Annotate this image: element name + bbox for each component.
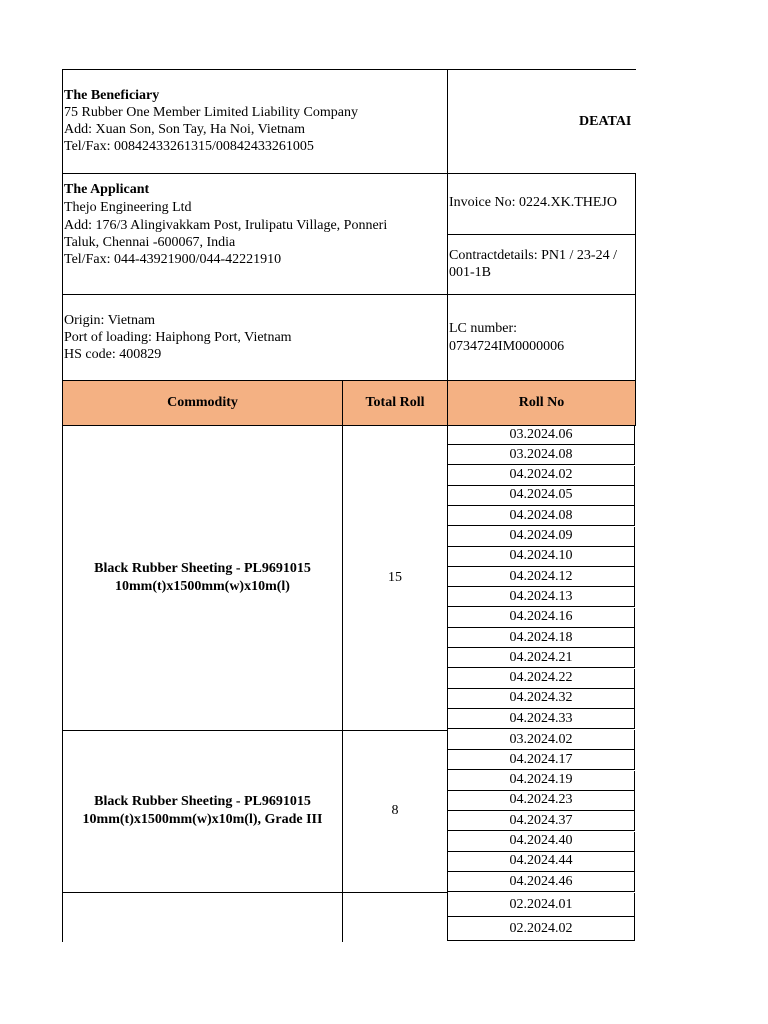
group-1-commodity-line-1: Black Rubber Sheeting - PL9691015 [94, 560, 311, 576]
roll-number-cell: 03.2024.02 [447, 730, 635, 750]
group-2-commodity [63, 730, 342, 892]
roll-number-cell: 04.2024.32 [447, 689, 635, 709]
beneficiary-heading: The Beneficiary [64, 88, 160, 103]
roll-number-cell: 04.2024.21 [447, 648, 635, 668]
origin-hs-code: HS code: 400829 [64, 347, 162, 362]
roll-number-cell: 04.2024.16 [447, 608, 635, 628]
group-2-commodity-line-2: 10mm(t)x1500mm(w)x10m(l), Grade III [82, 812, 323, 827]
beneficiary-company: 75 Rubber One Member Limited Liability Company [64, 105, 358, 120]
roll-number-cell: 04.2024.40 [447, 832, 635, 852]
roll-number-cell: 04.2024.19 [447, 771, 635, 791]
applicant-address-1: Add: 176/3 Alingivakkam Post, Irulipatu Village, Ponneri [64, 218, 388, 233]
roll-number-cell: 04.2024.33 [447, 709, 635, 729]
invoice-number: Invoice No: 0224.XK.THEJO [449, 195, 617, 210]
applicant-telfax: Tel/Fax: 044-43921900/044-42221910 [64, 252, 282, 267]
roll-number-cell: 04.2024.44 [447, 852, 635, 872]
roll-number-cell: 04.2024.23 [447, 791, 635, 811]
group-1-total-roll: 15 [388, 569, 402, 585]
roll-number-cell: 04.2024.22 [447, 669, 635, 689]
header-roll-no: Roll No [447, 380, 636, 426]
roll-number-cell: 04.2024.12 [447, 567, 635, 587]
roll-number-cell: 04.2024.02 [447, 466, 635, 486]
group-1-commodity-line-2: 10mm(t)x1500mm(w)x10m(l) [115, 578, 290, 594]
group-2-commodity-line-1: Black Rubber Sheeting - PL9691015 [94, 794, 311, 809]
top-border-right [447, 69, 636, 70]
origin-country: Origin: Vietnam [64, 313, 156, 328]
roll-number-cell: 02.2024.01 [447, 893, 635, 917]
roll-number-cell: 03.2024.06 [447, 425, 635, 445]
group-2-total-roll: 8 [391, 803, 399, 818]
contract-details-2: 001-1B [449, 265, 491, 280]
roll-number-cell: 02.2024.02 [447, 917, 635, 941]
roll-number-cell: 04.2024.18 [447, 628, 635, 648]
beneficiary-telfax: Tel/Fax: 00842433261315/00842433261005 [64, 139, 314, 154]
applicant-company: Thejo Engineering Ltd [64, 200, 192, 215]
roll-number-cell: 04.2024.17 [447, 750, 635, 770]
lc-label: LC number: [449, 321, 518, 336]
roll-number-cell: 04.2024.09 [447, 527, 635, 547]
roll-number-cell: 04.2024.37 [447, 811, 635, 831]
roll-number-cell: 04.2024.13 [447, 587, 635, 607]
header-commodity: Commodity [62, 380, 343, 426]
roll-number-cell: 04.2024.46 [447, 872, 635, 892]
group-3-left-border [62, 892, 63, 942]
beneficiary-address: Add: Xuan Son, Son Tay, Ha Noi, Vietnam [64, 122, 305, 137]
roll-number-cell: 04.2024.10 [447, 547, 635, 567]
header-total-roll: Total Roll [342, 380, 448, 426]
group-3-mid-border [342, 892, 343, 942]
roll-number-cell: 03.2024.08 [447, 445, 635, 465]
roll-number-cell: 04.2024.05 [447, 486, 635, 506]
lc-number: 0734724IM0000006 [449, 339, 565, 354]
applicant-heading: The Applicant [64, 182, 150, 197]
group-1-commodity [63, 425, 342, 730]
contract-details-1: Contractdetails: PN1 / 23-24 / [449, 248, 617, 263]
applicant-address-2: Taluk, Chennai -600067, India [64, 235, 236, 250]
roll-number-cell: 04.2024.08 [447, 506, 635, 526]
document-title: DEATAI [579, 114, 632, 129]
origin-port: Port of loading: Haiphong Port, Vietnam [64, 330, 292, 345]
